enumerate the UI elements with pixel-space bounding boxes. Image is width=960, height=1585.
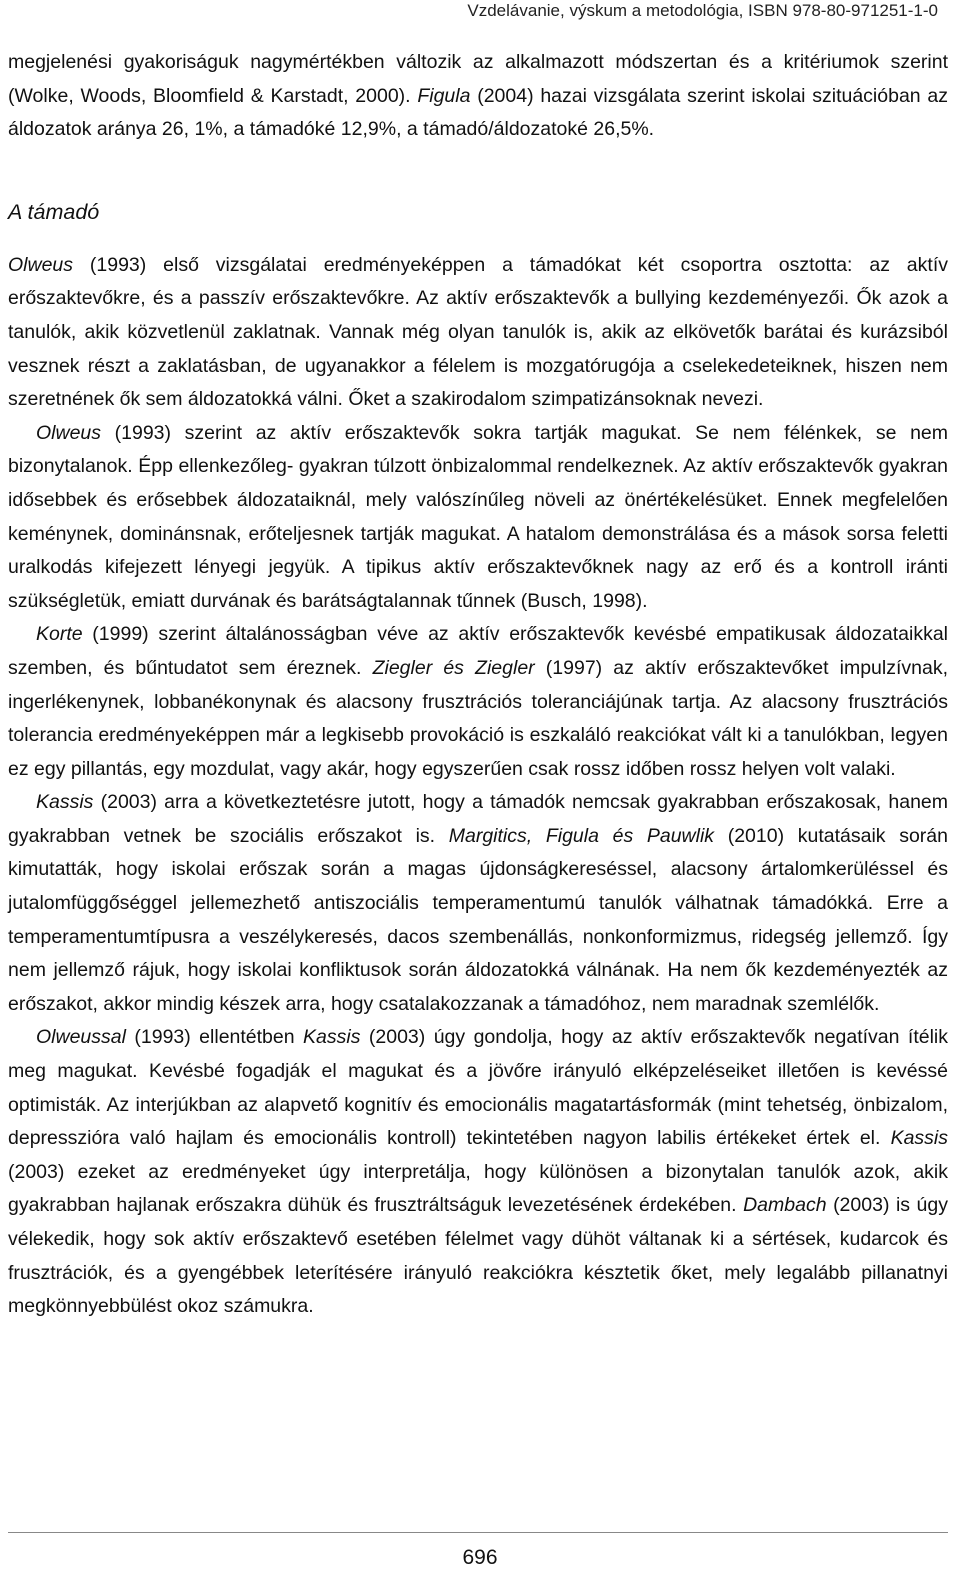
running-header <box>0 0 960 30</box>
page-number: 696 <box>462 1546 498 1569</box>
text-run: (2003) ezeket az eredményeket úgy interpretálja, hogy különösen a bizonytalan tanulók azok, akik gyakrabban hajlanak erőszakra dühük és frusztráltságuk levezetésének érdekében. <box>8 1160 948 1217</box>
paragraph-intro <box>8 46 948 147</box>
text-run: (2010) kutatásaik során kimutatták, hogy iskolai erőszak során a magas újdonságkereséssel, alacsony ártalomkerüléssel és jutalomfüggőséggel jellemezhető antiszociális temperamentumú tanulók válhatnak támadókká. Erre a temperamentumtípusra a veszélykeresés, dacos szembenállás, nonkonformizmus, ridegség jellemző. Így nem jellemző rájuk, hogy iskolai konfliktusok során áldozatokká válnának. Ha nem ők kezdeményezték az erőszakot, akkor mindig készek arra, hogy csatalakozzanak a támadóhoz, nem maradnak szemlélők. <box>8 824 948 1015</box>
paragraph <box>8 1021 948 1323</box>
citation-author: Korte <box>36 623 83 646</box>
text-run: (1993) szerint az aktív erőszaktevők sokra tartják magukat. Se nem félénkek, se nem bizonytalanok. Épp ellenkezőleg- gyakran túlzott önbizalommal rendelkeznek. Az aktív erőszaktevők gyakran idősebbek és erősebbek áldozataiknál, mely valószínűleg növeli az önértékelésüket. Ennek megfelelően keménynek, dominánsnak, erőteljesnek tartják magukat. A hatalom demonstrálása és a mások sorsa feletti uralkodás kifejezett lényegi jegyük. A tipikus aktív erőszaktevőknek nagy az erő és a kontroll iránti szükségletük, emiatt durvának és barátságtalannak tűnnek (Busch, 1998). <box>8 421 948 612</box>
text-run: (2003) úgy gondolja, hogy az aktív erőszaktevők negatívan ítélik meg magukat. Kevésbé fogadják el magukat és a jövőre irányuló elképzeléseiket illetően is kevéssé optimisták. Az interjúkban az alapvető kognitív és emocionális magatartásformák (mint tehetség, önbizalom, depresszióra való hajlam és emocionális kontroll) tekintetében nagyon labilis értékeket értek el. <box>8 1026 948 1150</box>
citation-author: Margitics, Figula és Pauwlik <box>448 824 715 847</box>
text-run: (2003) is úgy vélekedik, hogy sok aktív erőszaktevő esetében félelmet vagy dühöt váltanak ki a sértések, kudarcok és frusztrációk, és a gyengébbek leterítésére irányuló reakciókra késztetik őket, mely legalább pillanatnyi megkönnyebbülést okoz számukra. <box>8 1194 948 1318</box>
text-run: (1999) szerint általánosságban véve az aktív erőszaktevők kevésbé empatikusak áldozataikkal szemben, és bűntudatot sem éreznek. <box>8 623 948 679</box>
citation-author: Olweus <box>8 253 74 276</box>
citation-author: Kassis <box>303 1026 361 1049</box>
text-run: (1993) ellentétben <box>125 1026 304 1049</box>
text-run: (2004) hazai vizsgálata szerint iskolai szituációban az áldozatok aránya 26, 1%, a támadóké 12,9%, a támadó/áldozatoké 26,5%. <box>8 84 948 141</box>
citation-author: Olweussal <box>36 1026 126 1049</box>
page-body <box>8 46 948 1324</box>
text-run: megjelenési gyakoriságuk nagymértékben változik az alkalmazott módszertan és a kritériumok szerint (Wolke, Woods, Bloomfield & Karstadt, 2000). <box>8 51 948 107</box>
text-run: (2003) arra a következtetésre jutott, hogy a támadók nemcsak gyakrabban erőszakosak, hanem gyakrabban vetnek be szociális erőszakot is. <box>8 791 948 847</box>
citation-author: Figula <box>417 84 471 107</box>
text-run: (1993) első vizsgálatai eredményeképpen a támadókat két csoportra osztotta: az aktív erőszaktevőkre, és a passzív erőszaktevőkre. Az aktív erőszaktevők a bullying kezdeményezői. Ők azok a tanulók, akik közvetlenül zaklatnak. Vannak még olyan tanulók is, akik az elkövetők barátai és kurázsiból vesznek részt a zaklatásban, de ugyanakkor a félelem is mozgatórugója a cselekedeteiknek, hiszen nem szeretnének ők sem áldozatokká válni. Őket a szakirodalom szimpatizánsoknak nevezi. <box>8 253 948 411</box>
running-title: Vzdelávanie, výskum a metodológia, ISBN 978-80-971251-1-0 <box>467 1 938 20</box>
citation-author: Olweus <box>36 421 102 444</box>
paragraph <box>8 249 948 417</box>
citation-author: Dambach <box>743 1194 827 1217</box>
citation-author: Kassis <box>890 1127 948 1150</box>
section-heading: A támadó <box>8 199 100 224</box>
text-run: (1997) az aktív erőszaktevőket impulzívnak, ingerlékenynek, lobbanékonynak és alacsony frusztrációs toleranciájúnak tartja. Az alacsony frusztrációs tolerancia eredményeképpen már a legkisebb provokáció is eszkaláló reakciókat vált ki a tanulókban, legyen ez egy pillantás, egy mozdulat, vagy akár, hogy egyszerűen csak rossz időben rossz helyen volt valaki. <box>8 656 948 780</box>
paragraph <box>8 618 948 786</box>
citation-author: Ziegler és Ziegler <box>372 656 535 679</box>
footer-divider <box>8 1532 948 1533</box>
paragraph <box>8 786 948 1021</box>
citation-author: Kassis <box>36 791 94 814</box>
paragraph <box>8 417 948 619</box>
